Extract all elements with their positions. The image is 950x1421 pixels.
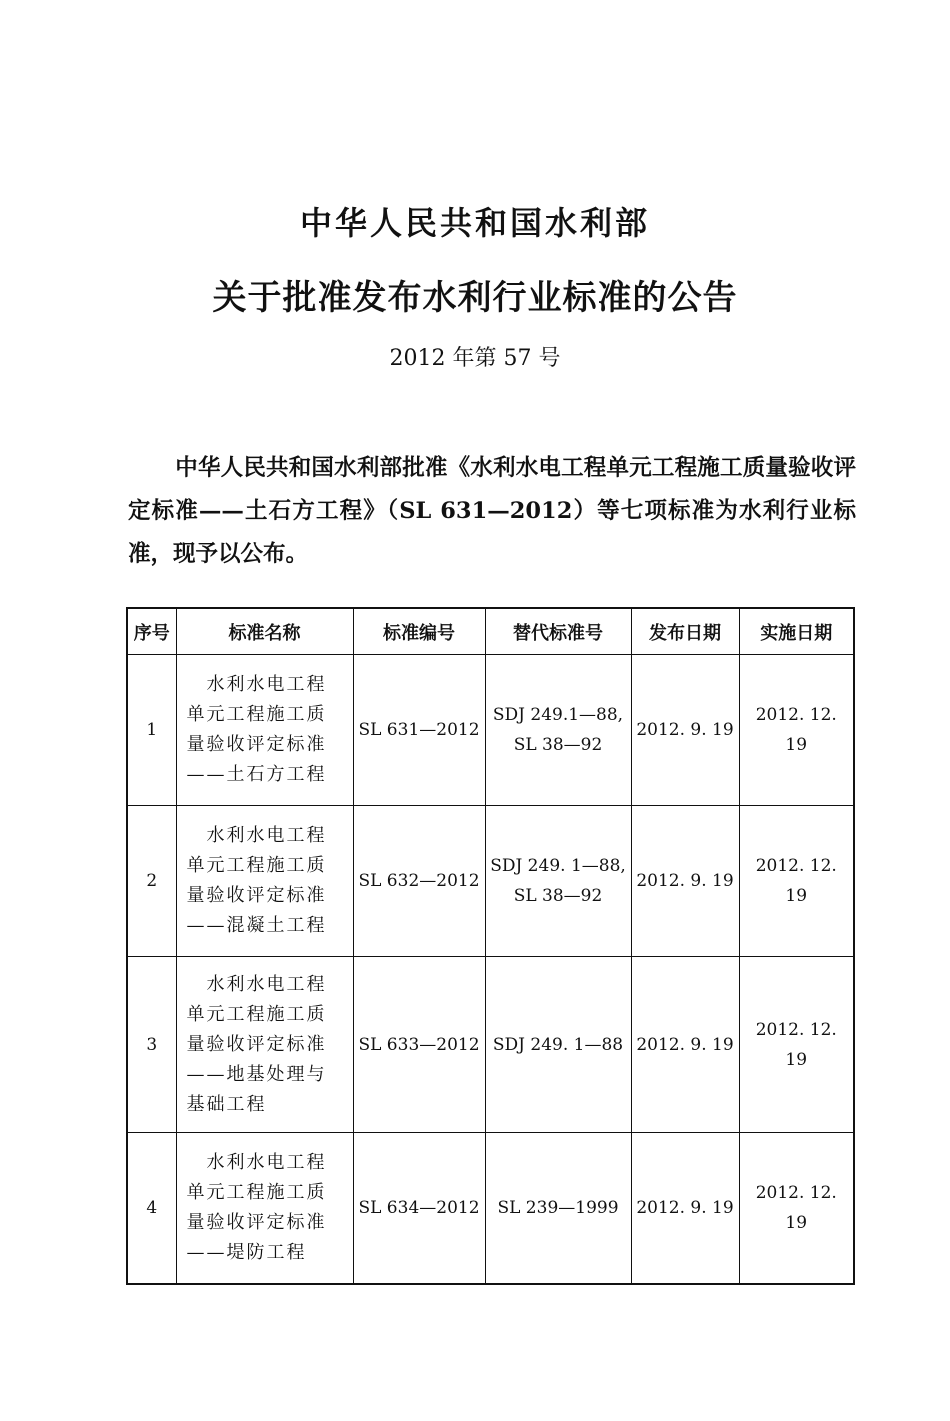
name-line: 单元工程施工质 [186,704,327,725]
standard-code: SL 632—2012 [353,806,485,957]
announcement-title: 关于批准发布水利行业标准的公告 [212,278,738,318]
row-index: 2 [127,806,176,957]
replaced-code [485,957,631,1133]
replaced-code-line: SL 38—92 [513,735,603,755]
name-line: 单元工程施工质 [186,1003,327,1025]
name-line: 水利水电工程 [206,1152,327,1173]
table-row [127,806,854,957]
standard-name [176,1133,353,1285]
name-line: 量验收评定标准 [186,1033,327,1055]
announcement-paragraph: 中华人民共和国水利部批准《水利水电工程单元工程施工质量验收评定标准——土石方工程》（SL 631—2012）等七项标准为水利行业标准，现予以公布。 [128,455,856,567]
standard-code: SL 634—2012 [353,1133,485,1285]
row-index: 4 [127,1133,176,1285]
header-publish-date: 发布日期 [631,608,739,655]
replaced-code [485,1133,631,1285]
replaced-code-line: SDJ 249. 1—88, [490,856,626,876]
effective-date: 2012. 12. 19 [739,655,854,806]
name-line: 单元工程施工质 [186,1182,327,1203]
table-row [127,957,854,1133]
effective-date: 2012. 12. 19 [739,806,854,957]
name-line: 水利水电工程 [206,674,327,695]
publish-date: 2012. 9. 19 [631,957,739,1133]
name-line: 单元工程施工质 [186,855,327,876]
name-line: ——混凝土工程 [186,915,327,936]
standards-table [126,607,855,1285]
standard-name [176,957,353,1133]
name-line: ——土石方工程 [186,764,327,785]
standard-code: SL 631—2012 [353,655,485,806]
row-index: 1 [127,655,176,806]
name-line: 量验收评定标准 [186,734,327,755]
standard-name [176,655,353,806]
replaced-code-line: SL 38—92 [513,886,603,906]
row-index: 3 [127,957,176,1133]
replaced-code [485,806,631,957]
effective-date: 2012. 12. 19 [739,1133,854,1285]
header-standard-code: 标准编号 [353,608,485,655]
announcement-number: 2012 年第 57 号 [389,346,561,371]
table-row [127,1133,854,1285]
name-line: 基础工程 [186,1093,267,1115]
header-index: 序号 [127,608,176,655]
name-line: ——地基处理与 [186,1063,327,1085]
name-line: ——堤防工程 [186,1242,307,1263]
replaced-code-line: SL 239—1999 [497,1198,619,1218]
header-standard-name: 标准名称 [176,608,353,655]
name-line: 量验收评定标准 [186,1212,327,1233]
publish-date: 2012. 9. 19 [631,806,739,957]
name-line: 水利水电工程 [206,825,327,846]
name-line: 水利水电工程 [206,973,327,995]
issuer-heading: 中华人民共和国水利部 [299,204,650,242]
replaced-code [485,655,631,806]
header-replaced-code: 替代标准号 [485,608,631,655]
replaced-code-line: SDJ 249. 1—88 [492,1034,624,1055]
effective-date: 2012. 12. 19 [739,957,854,1133]
name-line: 量验收评定标准 [186,885,327,906]
header-effective-date: 实施日期 [739,608,854,655]
table-row [127,655,854,806]
replaced-code-line: SDJ 249.1—88, [492,705,624,725]
publish-date: 2012. 9. 19 [631,655,739,806]
standard-name [176,806,353,957]
table-header-row [127,608,854,655]
standard-code: SL 633—2012 [353,957,485,1133]
publish-date: 2012. 9. 19 [631,1133,739,1285]
